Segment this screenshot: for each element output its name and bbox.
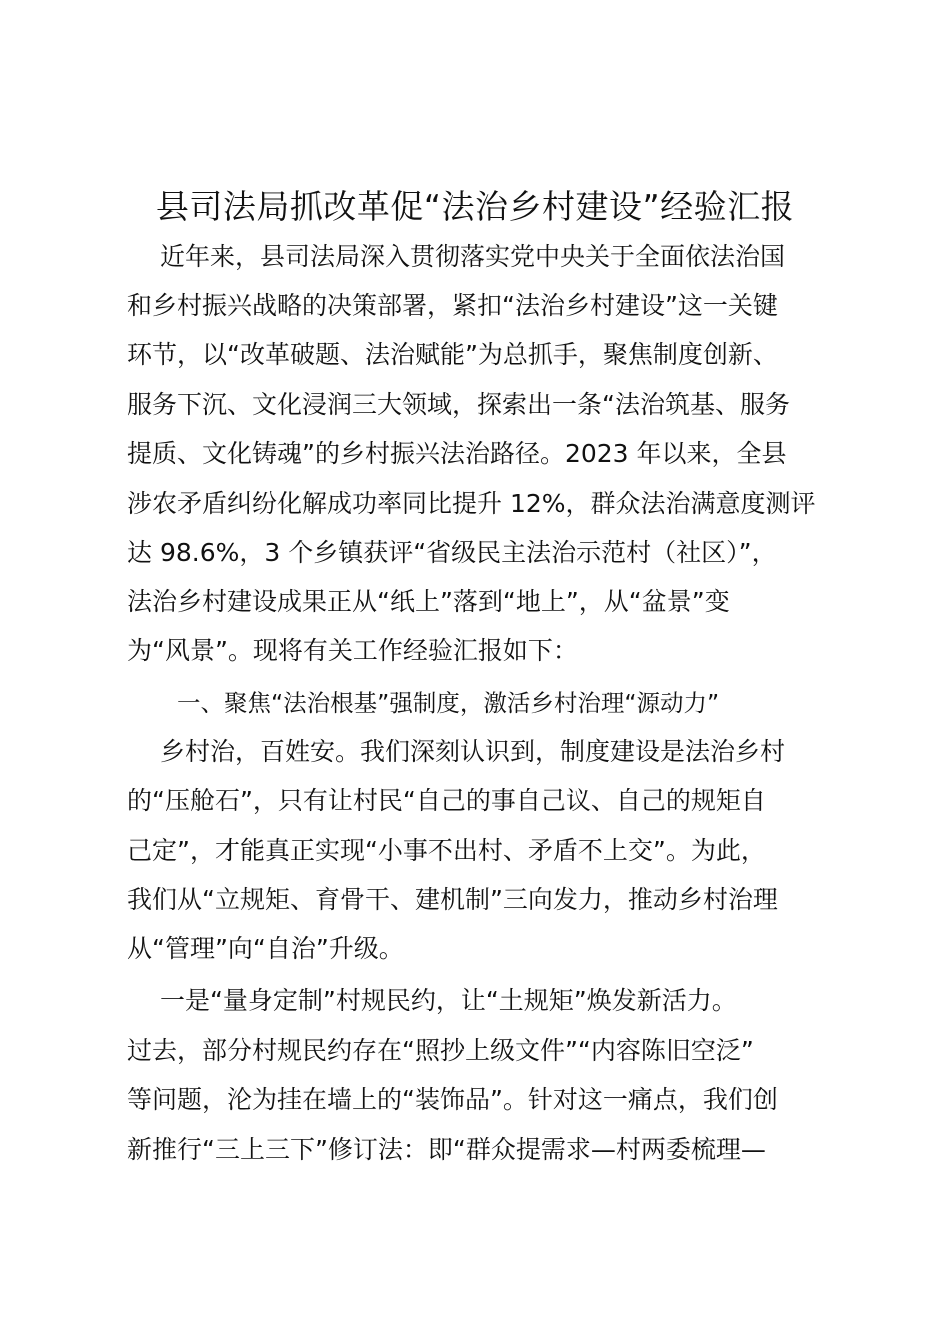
document-title: 县司法局抓改革促“法治乡村建设”经验汇报	[155, 187, 795, 226]
intro-line: 服务下沉、文化浸润三大领域，探索出一条“法治筑基、服务	[127, 390, 790, 419]
intro-line: 和乡村振兴战略的决策部署，紧扣“法治乡村建设”这一关键	[127, 291, 778, 320]
intro-line: 达 98.6%，3 个乡镇获评“省级民主法治示范村（社区）”，	[127, 538, 777, 567]
subsection-line: 过去，部分村规民约存在“照抄上级文件”“内容陈旧空泛”	[127, 1036, 754, 1065]
intro-line: 环节，以“改革破题、法治赋能”为总抓手，聚焦制度创新、	[127, 340, 778, 369]
intro-line: 为“风景”。现将有关工作经验汇报如下：	[127, 636, 578, 665]
section-line: 乡村治，百姓安。我们深刻认识到，制度建设是法治乡村	[127, 737, 785, 766]
intro-line: 近年来，县司法局深入贯彻落实党中央关于全面依法治国	[127, 242, 785, 271]
section-line: 我们从“立规矩、育骨干、建机制”三向发力，推动乡村治理	[127, 885, 778, 914]
section-line: 的“压舱石”，只有让村民“自己的事自己议、自己的规矩自	[127, 786, 766, 815]
section-line: 己定”，才能真正实现“小事不出村、矛盾不上交”。为此，	[127, 836, 766, 865]
section-heading: 一、聚焦“法治根基”强制度，激活乡村治理“源动力”	[177, 689, 720, 717]
intro-line: 法治乡村建设成果正从“纸上”落到“地上”，从“盆景”变	[127, 587, 730, 616]
subsection-line: 一是“量身定制”村规民约，让“土规矩”焕发新活力。	[127, 986, 737, 1015]
intro-line: 提质、文化铸魂”的乡村振兴法治路径。2023 年以来，全县	[127, 439, 787, 468]
subsection-line: 新推行“三上三下”修订法：即“群众提需求—村两委梳理—	[127, 1135, 766, 1164]
subsection-line: 等问题，沦为挂在墙上的“装饰品”。针对这一痛点，我们创	[127, 1085, 778, 1114]
intro-line: 涉农矛盾纠纷化解成功率同比提升 12%，群众法治满意度测评	[127, 489, 816, 518]
section-line: 从“管理”向“自治”升级。	[127, 934, 404, 963]
